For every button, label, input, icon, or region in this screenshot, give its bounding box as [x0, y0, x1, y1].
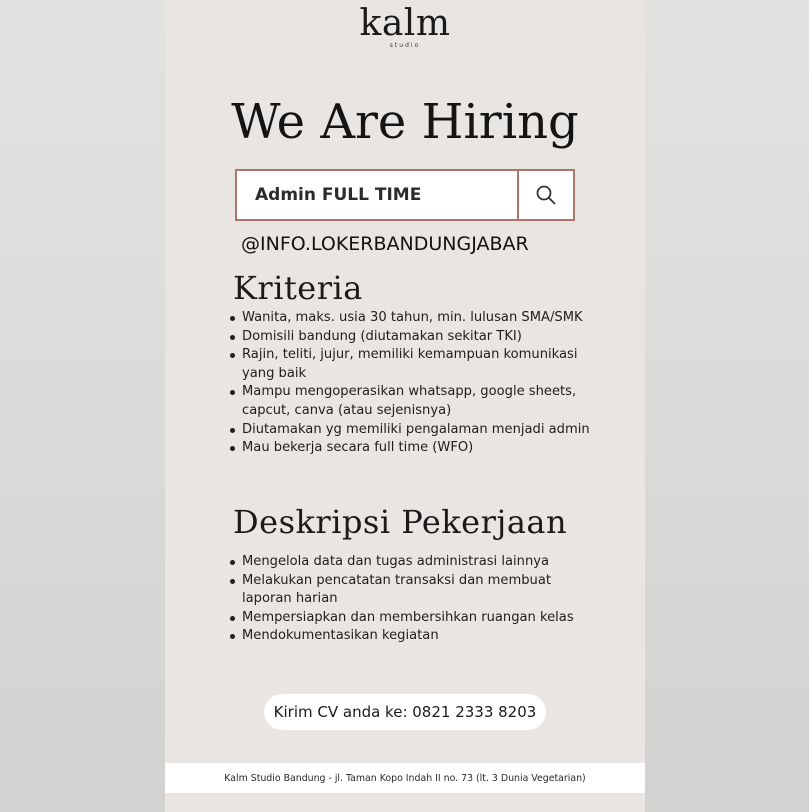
page-title: We Are Hiring	[231, 94, 579, 150]
list-item: Domisili bandung (diutamakan sekitar TKI)	[242, 328, 602, 347]
job-poster	[165, 0, 645, 812]
list-item: Mau bekerja secara full time (WFO)	[242, 439, 602, 458]
brand-name: kalm	[359, 3, 451, 44]
list-item: Rajin, teliti, jujur, memiliki kemampuan komunikasi yang baik	[242, 346, 602, 383]
list-item: Mampu mengoperasikan whatsapp, google sheets, capcut, canva (atau sejenisnya)	[242, 383, 602, 420]
search-icon	[535, 184, 557, 206]
kriteria-list	[227, 309, 602, 458]
deskripsi-heading: Deskripsi Pekerjaan	[233, 503, 568, 541]
kriteria-heading: Kriteria	[233, 269, 363, 307]
search-input: Admin FULL TIME	[255, 185, 422, 205]
brand-logo	[165, 3, 645, 49]
list-item: Diutamakan yg memiliki pengalaman menjadi admin	[242, 421, 602, 440]
list-item: Melakukan pencatatan transaksi dan membuat laporan harian	[242, 572, 602, 609]
footer-address: Kalm Studio Bandung - jl. Taman Kopo Indah II no. 73 (lt. 3 Dunia Vegetarian)	[165, 763, 645, 793]
search-button	[517, 171, 573, 219]
list-item: Mengelola data dan tugas administrasi lainnya	[242, 553, 602, 572]
list-item: Mempersiapkan dan membersihkan ruangan kelas	[242, 609, 602, 628]
deskripsi-list	[227, 553, 602, 646]
search-bar	[235, 169, 575, 221]
contact-cta: Kirim CV anda ke: 0821 2333 8203	[264, 694, 546, 730]
brand-subtitle: studio	[389, 42, 421, 49]
instagram-handle: @INFO.LOKERBANDUNGJABAR	[241, 233, 529, 255]
list-item: Mendokumentasikan kegiatan	[242, 627, 602, 646]
list-item: Wanita, maks. usia 30 tahun, min. lulusan SMA/SMK	[242, 309, 602, 328]
